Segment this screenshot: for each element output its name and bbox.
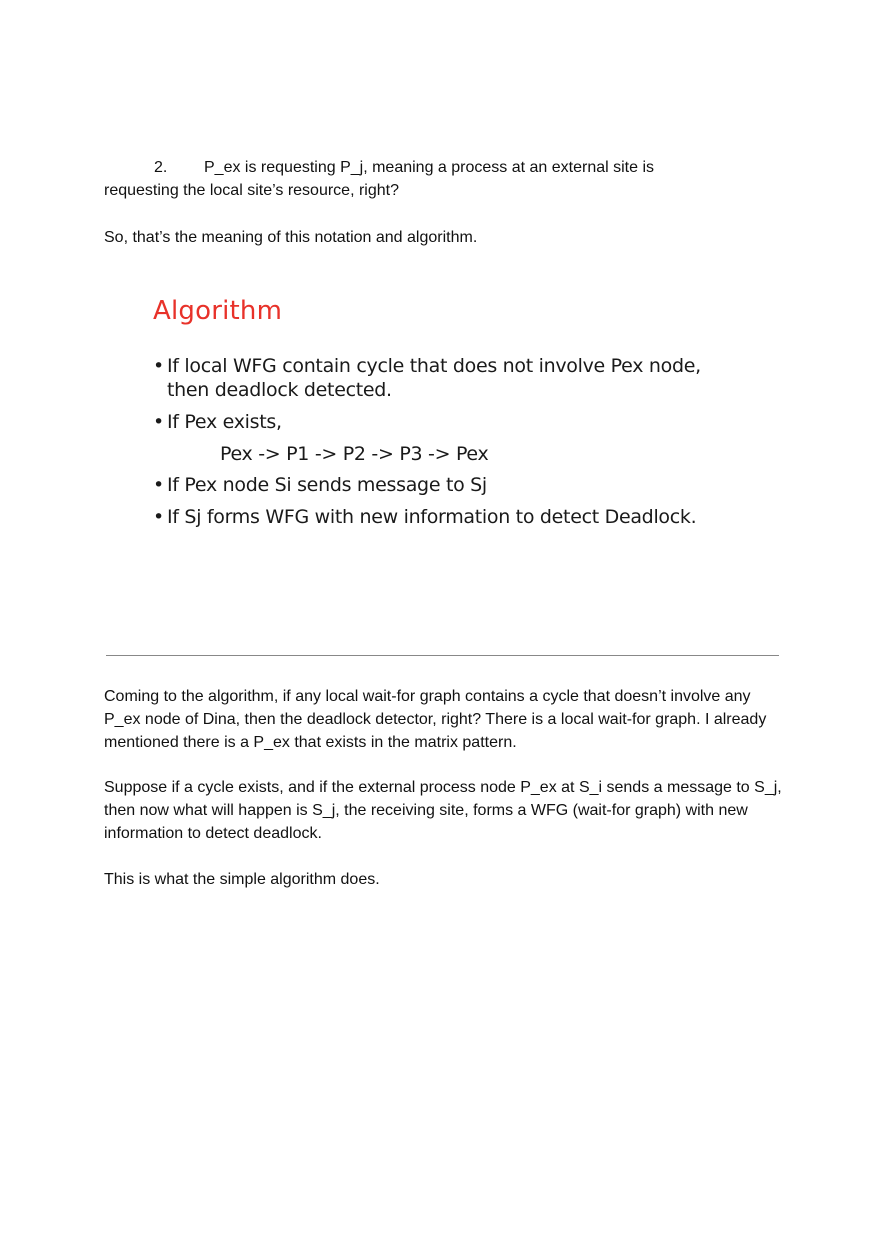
body-paragraph-3: This is what the simple algorithm does. bbox=[104, 871, 380, 888]
bullet-2 bbox=[153, 411, 282, 433]
intro-summary: So, that’s the meaning of this notation and algorithm. bbox=[104, 229, 478, 246]
bullet-3 bbox=[153, 474, 487, 496]
body-paragraph-1: Coming to the algorithm, if any local wait-for graph contains a cycle that doesn’t involve any P_ex node of Dina, then the deadlock detector, right? There is a local wait-for graph. I already mentioned there is a P_ex that exists in the matrix pattern. bbox=[104, 688, 767, 751]
body-paragraph-2: Suppose if a cycle exists, and if the external process node P_ex at S_i sends a message to S_j, then now what will happen is S_j, the receiving site, forms a WFG (wait-for graph) with new information to detect deadlock. bbox=[104, 779, 782, 842]
algorithm-slide-image bbox=[140, 292, 740, 542]
bullet-icon: • bbox=[153, 411, 164, 433]
bullet-2-text: If Pex exists, bbox=[167, 411, 282, 433]
bullet-4 bbox=[153, 506, 696, 528]
bullet-1-line-1 bbox=[153, 355, 701, 377]
bullet-icon: • bbox=[153, 355, 164, 377]
slide-title: Algorithm bbox=[153, 296, 283, 326]
process-chain: Pex -> P1 -> P2 -> P3 -> Pex bbox=[220, 443, 489, 465]
bullet-1-line-2: then deadlock detected. bbox=[167, 379, 392, 401]
horizontal-divider bbox=[106, 655, 779, 656]
bullet-icon: • bbox=[153, 474, 164, 496]
numbered-item bbox=[104, 156, 784, 202]
item-text-line1: P_ex is requesting P_j, meaning a process at an external site is bbox=[204, 159, 655, 176]
item-number: 2. bbox=[154, 159, 168, 176]
bullet-3-text: If Pex node Si sends message to Sj bbox=[167, 474, 487, 496]
bullet-4-text: If Sj forms WFG with new information to detect Deadlock. bbox=[167, 506, 697, 528]
item-text-line2: requesting the local site’s resource, right? bbox=[104, 182, 399, 199]
bullet-1-text: If local WFG contain cycle that does not involve Pex node, bbox=[167, 355, 701, 377]
bullet-icon: • bbox=[153, 506, 164, 528]
